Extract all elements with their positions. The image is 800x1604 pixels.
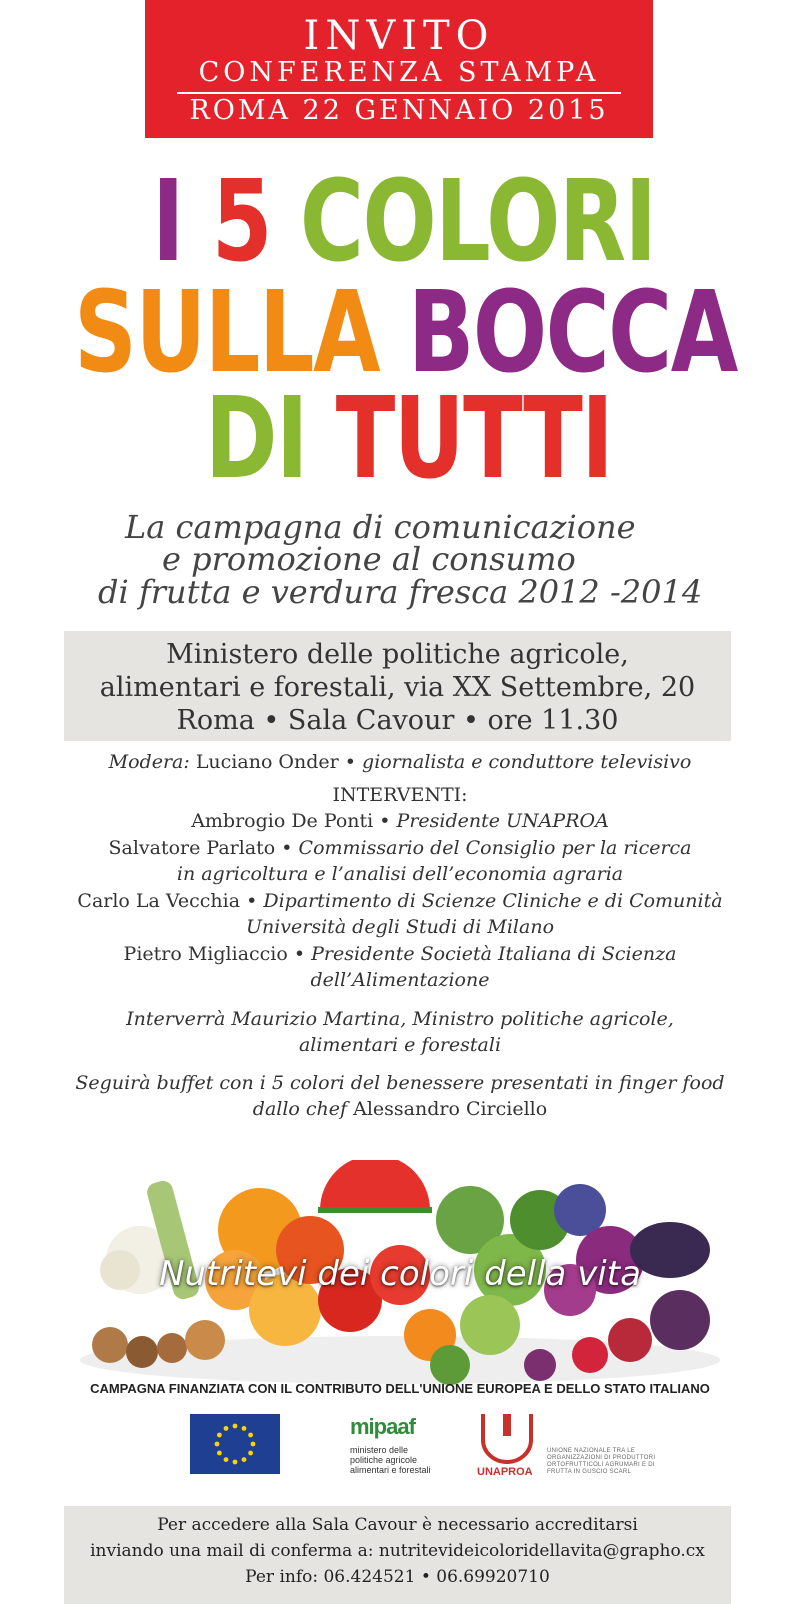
headline-line-3: [205, 374, 613, 504]
mipaaf-desc-1: ministero delle: [350, 1445, 409, 1455]
headline-word-di: DI: [205, 374, 307, 504]
headline-line-2: [74, 268, 737, 398]
speaker-4: [0, 941, 800, 967]
subtitle-line-3: di frutta e verdura fresca 2012 -2014: [98, 573, 703, 611]
accreditation-footer: [64, 1506, 731, 1604]
buffet-line-1: Seguirà buffet con i 5 colori del benessere presentati in finger food: [75, 1072, 725, 1094]
headline-word-i: I: [152, 157, 183, 287]
minister-line-2: alimentari e forestali: [298, 1034, 502, 1056]
location-line-2: alimentari e forestali, via XX Settembre, 20: [99, 672, 696, 703]
mipaaf-logo: [350, 1415, 470, 1479]
header-title: INVITO: [303, 13, 495, 59]
speaker-role: Presidente UNAPROA: [396, 810, 609, 832]
eu-flag-logo: [190, 1414, 280, 1474]
speaker-name: Salvatore Parlato •: [108, 837, 293, 859]
headline-word-sulla: SULLA: [74, 268, 380, 398]
header-subtitle: CONFERENZA STAMPA: [198, 57, 600, 88]
interventi-heading: INTERVENTI:: [332, 784, 468, 806]
headline-line-1: [152, 157, 656, 287]
speaker-name: Pietro Migliaccio •: [123, 943, 306, 965]
speaker-2-role-cont: in agricoltura e l’analisi dell’economia agraria: [176, 863, 624, 885]
buffet-chef-label: dallo chef: [252, 1098, 348, 1120]
location-line-1: Ministero delle politiche agricole,: [166, 639, 629, 670]
minister-line-1: Interverrà Maurizio Martina, Ministro politiche agricole,: [126, 1008, 674, 1030]
footer-line-1: Per accedere alla Sala Cavour è necessario accreditarsi: [157, 1515, 638, 1535]
buffet-line-2: [0, 1096, 800, 1122]
unaproa-logo: [475, 1412, 665, 1480]
mipaaf-desc-2: politiche agricole: [350, 1455, 418, 1465]
location-box: [64, 631, 731, 741]
header-divider: [177, 92, 621, 94]
moderator-name: Luciano Onder: [195, 751, 339, 773]
unaproa-name: UNAPROA: [477, 1466, 533, 1478]
moderator-label: Modera:: [108, 751, 190, 773]
unaproa-mark-icon: [477, 1412, 537, 1467]
speaker-role: Dipartimento di Scienze Cliniche e di Comunità: [263, 890, 723, 912]
speaker-2: [0, 835, 800, 861]
speaker-role: Commissario del Consiglio per la ricerca: [298, 837, 692, 859]
location-line-3: Roma • Sala Cavour • ore 11.30: [176, 705, 619, 736]
mipaaf-brand: mipaaf: [350, 1414, 415, 1439]
invitation-header: [145, 0, 653, 138]
speaker-1: [0, 808, 800, 834]
eu-stars-icon: [190, 1414, 280, 1474]
headline-word-tutti: TUTTI: [335, 374, 613, 504]
headline-word-colori: COLORI: [299, 157, 656, 287]
subtitle-line-2: e promozione al consumo: [162, 540, 576, 578]
footer-info-line: Per info: 06.424521 • 06.69920710: [245, 1567, 550, 1587]
funding-statement: CAMPAGNA FINANZIATA CON IL CONTRIBUTO DELL'UNIONE EUROPEA E DELLO STATO ITALIANO: [90, 1381, 710, 1396]
speaker-name: Carlo La Vecchia •: [77, 890, 258, 912]
speaker-3-role-cont: Università degli Studi di Milano: [245, 916, 555, 938]
moderator-role: • giornalista e conduttore televisivo: [344, 751, 692, 773]
speaker-name: Ambrogio De Ponti •: [191, 810, 391, 832]
mipaaf-desc-3: alimentari e forestali: [350, 1465, 431, 1475]
speaker-3: [0, 888, 800, 914]
header-date: ROMA 22 GENNAIO 2015: [189, 95, 609, 126]
speaker-role: Presidente Società Italiana di Scienza: [311, 943, 677, 965]
buffet-chef-name: Alessandro Circiello: [353, 1098, 548, 1120]
unaproa-desc: UNIONE NAZIONALE TRA LE ORGANIZZAZIONI DI PRODUTTORI ORTOFRUTTICOLI AGRUMARI E DI FRUTTA IN GUSCIO SCARL: [547, 1448, 656, 1475]
footer-email-line: inviando una mail di conferma a: nutritevideicoloridellavita@grapho.cx: [90, 1541, 705, 1561]
produce-tagline: Nutritevi dei colori della vita: [159, 1254, 641, 1294]
subtitle-line-1: La campagna di comunicazione: [125, 508, 636, 546]
moderator-line: [0, 749, 800, 775]
speaker-4-role-cont: dell’Alimentazione: [310, 969, 490, 991]
headline-word-5: 5: [211, 157, 272, 287]
headline-word-bocca: BOCCA: [407, 268, 737, 398]
